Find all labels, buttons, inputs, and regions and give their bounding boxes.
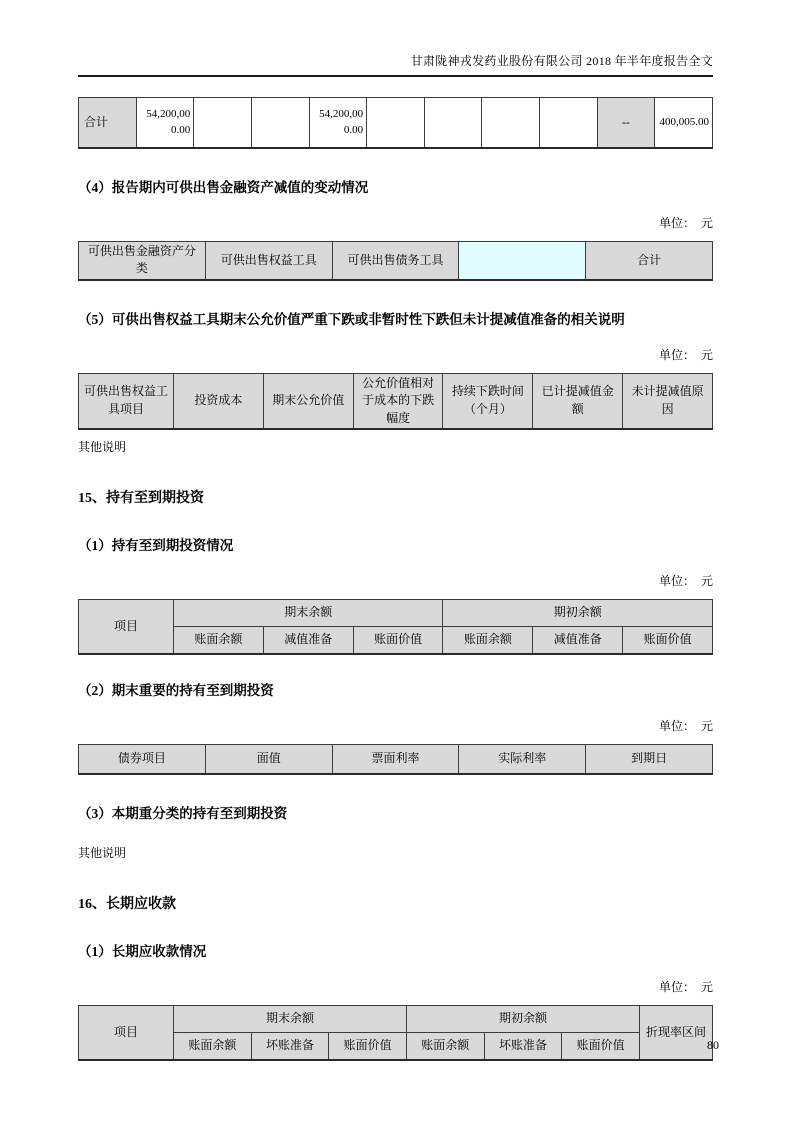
table-header-row bbox=[79, 744, 713, 774]
section4-heading: （4）报告期内可供出售金融资产减值的变动情况 bbox=[78, 180, 369, 195]
column-header: 可供出售债务工具 bbox=[332, 242, 459, 280]
section16-heading: 16、长期应收款 bbox=[78, 896, 176, 912]
column-header: 可供出售金融资产分类 bbox=[79, 242, 206, 280]
column-header: 账面价值 bbox=[562, 1032, 640, 1060]
afs-impairment-table bbox=[78, 241, 713, 281]
table-cell bbox=[251, 98, 309, 149]
table-cell bbox=[194, 98, 252, 149]
column-header: 坏账准备 bbox=[484, 1032, 562, 1060]
table-subheader-row bbox=[79, 626, 713, 654]
table-cell bbox=[367, 98, 425, 149]
unit-label: 单位： 元 bbox=[658, 347, 713, 362]
unit-label: 单位： 元 bbox=[658, 573, 713, 588]
column-header: 账面余额 bbox=[443, 626, 533, 654]
column-header: 坏账准备 bbox=[251, 1032, 329, 1060]
column-header: 账面余额 bbox=[174, 1032, 252, 1060]
section16-sub1-heading: （1）长期应收款情况 bbox=[78, 943, 207, 959]
table-cell: 400,005.00 bbox=[655, 98, 713, 149]
carryover-total-table bbox=[78, 97, 713, 149]
unit-label: 单位： 元 bbox=[658, 216, 713, 230]
column-header: 可供出售权益工具 bbox=[205, 242, 332, 280]
group-header-beginning: 期初余额 bbox=[443, 599, 713, 626]
table-cell bbox=[482, 98, 540, 149]
column-header: 未计提减值原因 bbox=[623, 373, 713, 429]
column-header: 账面价值 bbox=[353, 626, 443, 654]
section15-heading: 15、持有至到期投资 bbox=[78, 490, 204, 506]
report-title: 甘肃陇神戎发药业股份有限公司 2018 年半年度报告全文 bbox=[410, 54, 713, 68]
other-note: 其他说明 bbox=[78, 439, 127, 454]
column-header: 可供出售权益工具项目 bbox=[79, 373, 174, 429]
table-cell bbox=[540, 98, 598, 149]
highlighted-empty-cell bbox=[459, 242, 586, 280]
column-header: 减值准备 bbox=[533, 626, 623, 654]
column-header: 账面余额 bbox=[406, 1032, 484, 1060]
group-header-beginning: 期初余额 bbox=[406, 1005, 639, 1032]
section5-heading: （5）可供出售权益工具期末公允价值严重下跌或非暂时性下跌但未计提减值准备的相关说明 bbox=[78, 311, 625, 327]
table-header-row bbox=[79, 599, 713, 626]
table-cell: 54,200,000.00 bbox=[309, 98, 367, 149]
column-header: 票面利率 bbox=[332, 744, 459, 774]
column-header: 公允价值相对于成本的下跌幅度 bbox=[353, 373, 443, 429]
column-header: 合计 bbox=[586, 242, 713, 280]
page-header bbox=[78, 0, 713, 77]
section15-sub1-heading: （1）持有至到期投资情况 bbox=[78, 537, 234, 553]
column-header: 已计提减值金额 bbox=[533, 373, 623, 429]
table-cell: 54,200,000.00 bbox=[136, 98, 194, 149]
column-header: 减值准备 bbox=[263, 626, 353, 654]
column-header: 到期日 bbox=[586, 744, 713, 774]
column-header-item: 项目 bbox=[79, 599, 174, 654]
column-header-discount-rate: 折现率区间 bbox=[640, 1005, 713, 1060]
page-number: 80 bbox=[707, 1038, 719, 1052]
table-header-row bbox=[79, 373, 713, 429]
htm-important-bonds-table bbox=[78, 744, 713, 775]
section15-sub3-heading: （3）本期重分类的持有至到期投资 bbox=[78, 805, 288, 821]
column-header: 投资成本 bbox=[174, 373, 264, 429]
column-header: 债券项目 bbox=[79, 744, 206, 774]
column-header: 持续下跌时间（个月） bbox=[443, 373, 533, 429]
column-header: 账面价值 bbox=[623, 626, 713, 654]
group-header-ending: 期末余额 bbox=[174, 1005, 407, 1032]
section15-sub2-heading: （2）期末重要的持有至到期投资 bbox=[78, 682, 274, 698]
page-content bbox=[78, 0, 713, 1061]
column-header: 实际利率 bbox=[459, 744, 586, 774]
table-header-row bbox=[79, 1005, 713, 1032]
table-cell-dash: -- bbox=[597, 98, 655, 149]
column-header: 面值 bbox=[205, 744, 332, 774]
htm-investment-table bbox=[78, 599, 713, 655]
other-note: 其他说明 bbox=[78, 845, 127, 860]
table-row bbox=[79, 98, 713, 149]
long-term-receivables-table bbox=[78, 1005, 713, 1061]
table-header-row bbox=[79, 242, 713, 280]
unit-label: 单位： 元 bbox=[658, 979, 713, 994]
column-header-item: 项目 bbox=[79, 1005, 174, 1060]
total-row-label: 合计 bbox=[79, 98, 137, 149]
group-header-ending: 期末余额 bbox=[174, 599, 443, 626]
table-subheader-row bbox=[79, 1032, 713, 1060]
column-header: 账面价值 bbox=[329, 1032, 407, 1060]
column-header: 期末公允价值 bbox=[263, 373, 353, 429]
afs-equity-decline-table bbox=[78, 373, 713, 430]
table-cell bbox=[424, 98, 482, 149]
column-header: 账面余额 bbox=[174, 626, 264, 654]
unit-label: 单位： 元 bbox=[658, 718, 713, 733]
